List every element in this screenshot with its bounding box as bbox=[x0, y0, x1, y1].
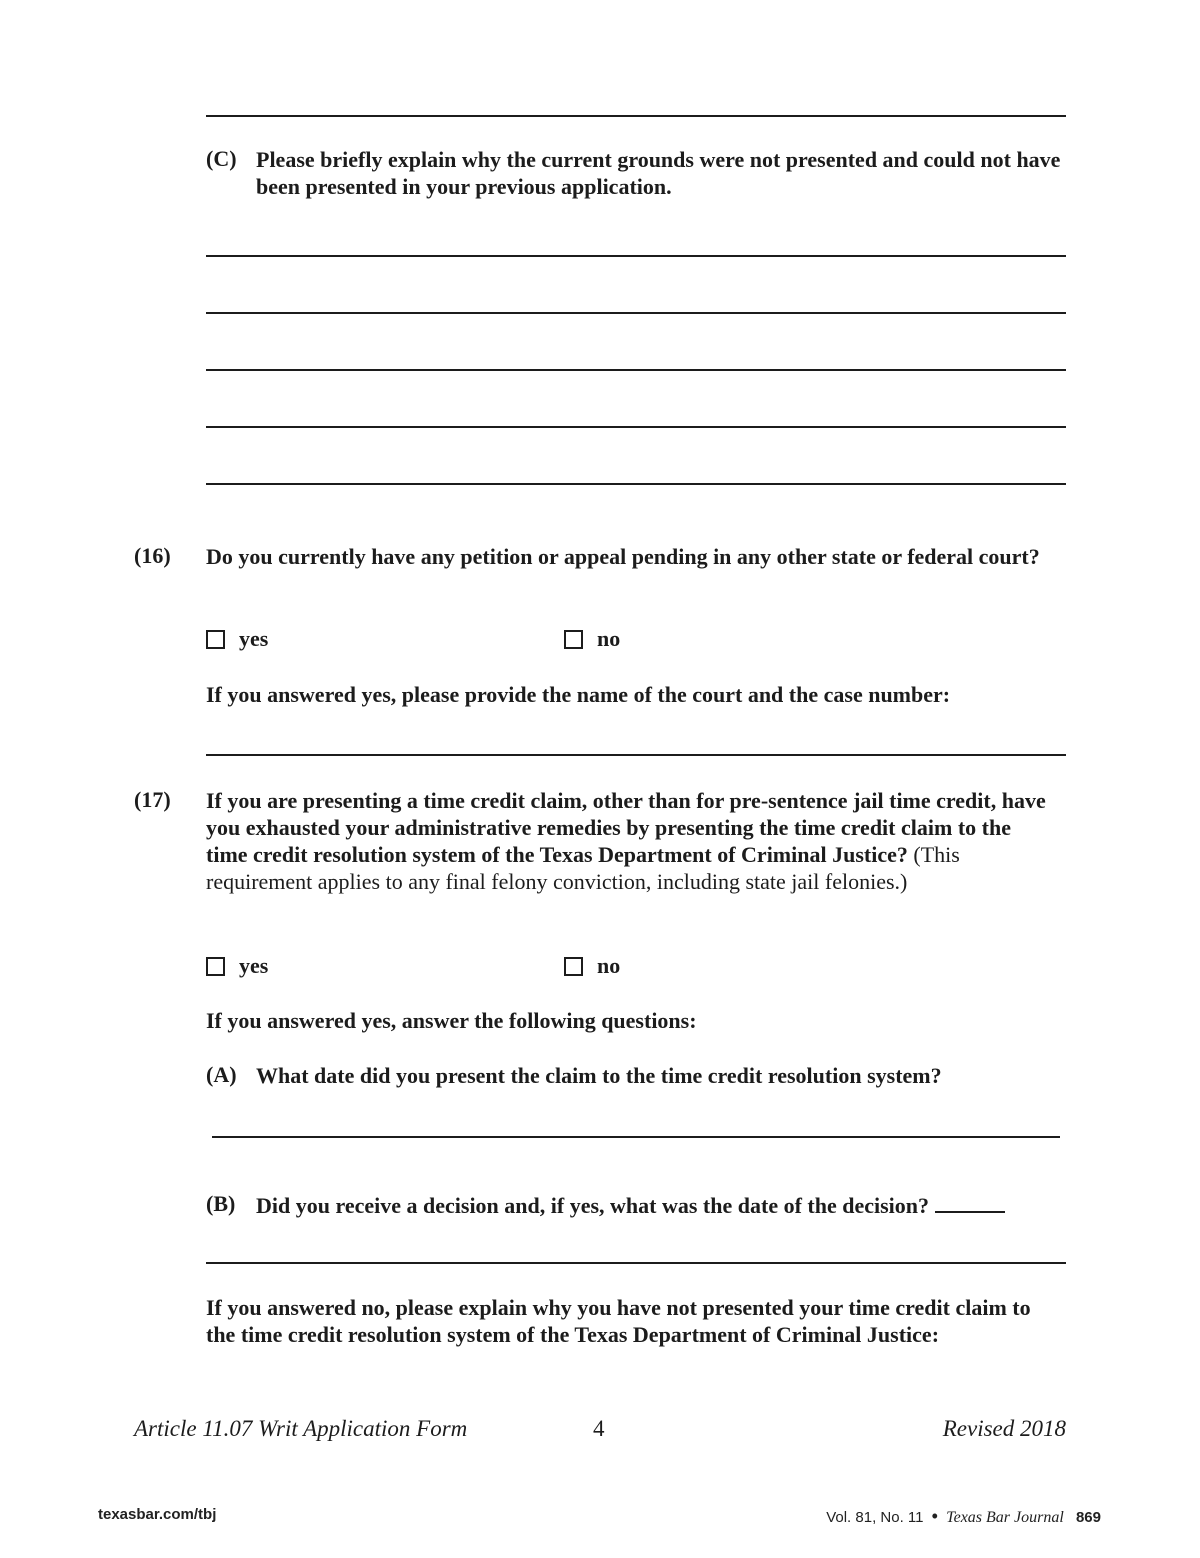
q16-yes-option[interactable] bbox=[206, 626, 268, 652]
form-title-footer: Article 11.07 Writ Application Form bbox=[134, 1416, 468, 1441]
question-15c-text: Please briefly explain why the current grounds were not presented and could not have been presented in your previous application. bbox=[256, 147, 1061, 199]
q17-no-option[interactable] bbox=[564, 953, 620, 979]
answer-line-17b[interactable] bbox=[206, 1262, 1066, 1264]
answer-line-17a[interactable] bbox=[212, 1136, 1060, 1138]
q17-followup-yes: If you answered yes, answer the following questions: bbox=[206, 1008, 697, 1033]
question-17-note: (This requirement applies to any final felony conviction, including state jail felonies.) bbox=[206, 842, 960, 894]
item-letter-b: (B) bbox=[206, 1191, 236, 1216]
item-letter-c: (C) bbox=[206, 146, 237, 171]
form-revised: Revised 2018 bbox=[942, 1416, 1066, 1441]
q17-no-label: no bbox=[597, 953, 621, 978]
q16-no-option[interactable] bbox=[564, 626, 620, 652]
question-16-text: Do you currently have any petition or appeal pending in any other state or federal court? bbox=[206, 544, 1040, 569]
q16-no-label: no bbox=[597, 626, 621, 651]
question-17b-text: Did you receive a decision and, if yes, what was the date of the decision? bbox=[256, 1193, 930, 1218]
question-17-text bbox=[206, 787, 1056, 895]
answer-line-15c-4[interactable] bbox=[206, 426, 1066, 428]
q17-yes-label: yes bbox=[239, 953, 269, 978]
volume-info: Vol. 81, No. 11 bbox=[826, 1509, 924, 1526]
answer-line-15c-5[interactable] bbox=[206, 483, 1066, 485]
checkbox-icon[interactable] bbox=[564, 630, 583, 649]
answer-blank-17b[interactable] bbox=[935, 1191, 1005, 1213]
question-17a-text: What date did you present the claim to the time credit resolution system? bbox=[256, 1063, 942, 1088]
item-letter-a: (A) bbox=[206, 1062, 237, 1087]
journal-citation bbox=[826, 1506, 1101, 1527]
question-number-17: (17) bbox=[134, 787, 171, 812]
answer-line-15c-3[interactable] bbox=[206, 369, 1066, 371]
q16-yes-label: yes bbox=[239, 626, 269, 651]
form-page-number: 4 bbox=[593, 1416, 605, 1441]
bullet-separator: • bbox=[931, 1506, 938, 1526]
question-17b-row bbox=[256, 1191, 1076, 1219]
answer-line-15c-1[interactable] bbox=[206, 255, 1066, 257]
q17-yes-option[interactable] bbox=[206, 953, 268, 979]
journal-name: Texas Bar Journal bbox=[946, 1509, 1064, 1526]
journal-page-number: 869 bbox=[1075, 1509, 1101, 1526]
question-number-16: (16) bbox=[134, 543, 171, 568]
question-17-bold: If you are presenting a time credit claim, other than for pre-sentence jail time credit, have you exhausted your administrative remedies by presenting the time credit claim to the time credit resolution system of the Texas Department of Criminal Justice? bbox=[206, 788, 1046, 867]
checkbox-icon[interactable] bbox=[564, 957, 583, 976]
q16-followup: If you answered yes, please provide the name of the court and the case number: bbox=[206, 682, 951, 707]
q17-followup-no: If you answered no, please explain why you have not presented your time credit claim to the time credit resolution system of the Texas Department of Criminal Justice: bbox=[206, 1295, 1031, 1347]
answer-line-16[interactable] bbox=[206, 754, 1066, 756]
answer-line-15c-2[interactable] bbox=[206, 312, 1066, 314]
checkbox-icon[interactable] bbox=[206, 630, 225, 649]
answer-line-top[interactable] bbox=[206, 115, 1066, 117]
site-url[interactable]: texasbar.com/tbj bbox=[98, 1506, 217, 1523]
checkbox-icon[interactable] bbox=[206, 957, 225, 976]
